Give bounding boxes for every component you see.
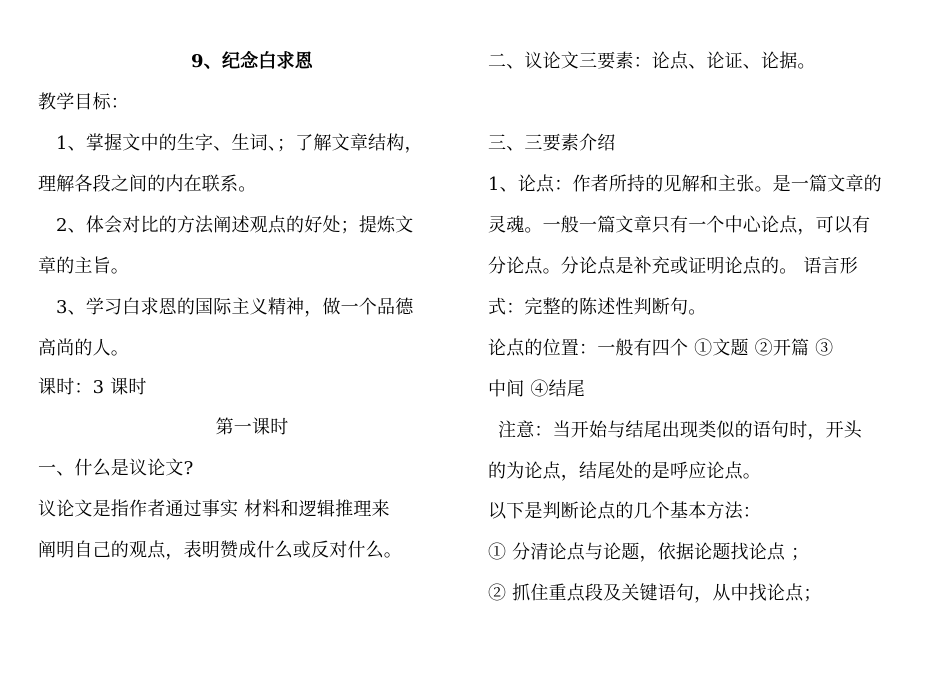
class-hours: 课时：3 课时 — [38, 377, 147, 398]
definition-line-1: 议论文是指作者通过事实 材料和逻辑推理来 — [38, 499, 390, 520]
lesson-one-heading: 第一课时 — [215, 417, 289, 438]
objective-3-line-2: 高尚的人。 — [38, 338, 129, 359]
thesis-position-line-1: 论点的位置：一般有四个 ①文题 ②开篇 ③ — [488, 338, 834, 359]
objectives-heading: 教学目标： — [38, 92, 129, 113]
lesson-title: 9、纪念白求恩 — [191, 51, 313, 72]
objective-1-line-2: 理解各段之间的内在联系。 — [38, 174, 257, 195]
section-three-heading: 三、三要素介绍 — [488, 133, 616, 154]
thesis-line-4: 式：完整的陈述性判断句。 — [488, 297, 707, 318]
objective-3-line-1: 3、学习白求恩的国际主义精神，做一个品德 — [56, 297, 414, 318]
methods-intro: 以下是判断论点的几个基本方法： — [488, 501, 761, 522]
definition-line-2: 阐明自己的观点，表明赞成什么或反对什么。 — [38, 540, 402, 561]
method-2: ② 抓住重点段及关键语句，从中找论点； — [488, 583, 822, 604]
objective-2-line-2: 章的主旨。 — [38, 256, 129, 277]
question-what-is-argumentative: 一、什么是议论文? — [38, 458, 194, 479]
thesis-position-line-2: 中间 ④结尾 — [488, 379, 585, 400]
thesis-line-1: 1、论点：作者所持的见解和主张。是一篇文章的 — [488, 174, 882, 195]
method-1: ① 分清论点与论题，依据论题找论点 ； — [488, 542, 810, 563]
objective-1-line-1: 1、掌握文中的生字、生词、；了解文章结构， — [56, 133, 423, 154]
objective-2-line-1: 2、体会对比的方法阐述观点的好处；提炼文 — [56, 215, 414, 236]
thesis-line-3: 分论点。分论点是补充或证明论点的。 语言形 — [488, 256, 858, 277]
note-line-2: 的为论点，结尾处的是呼应论点。 — [488, 461, 761, 482]
thesis-line-2: 灵魂。一般一篇文章只有一个中心论点，可以有 — [488, 215, 871, 236]
section-two-heading: 二、议论文三要素：论点、论证、论据。 — [488, 51, 816, 72]
note-line-1: 注意：当开始与结尾出现类似的语句时，开头 — [498, 420, 862, 441]
